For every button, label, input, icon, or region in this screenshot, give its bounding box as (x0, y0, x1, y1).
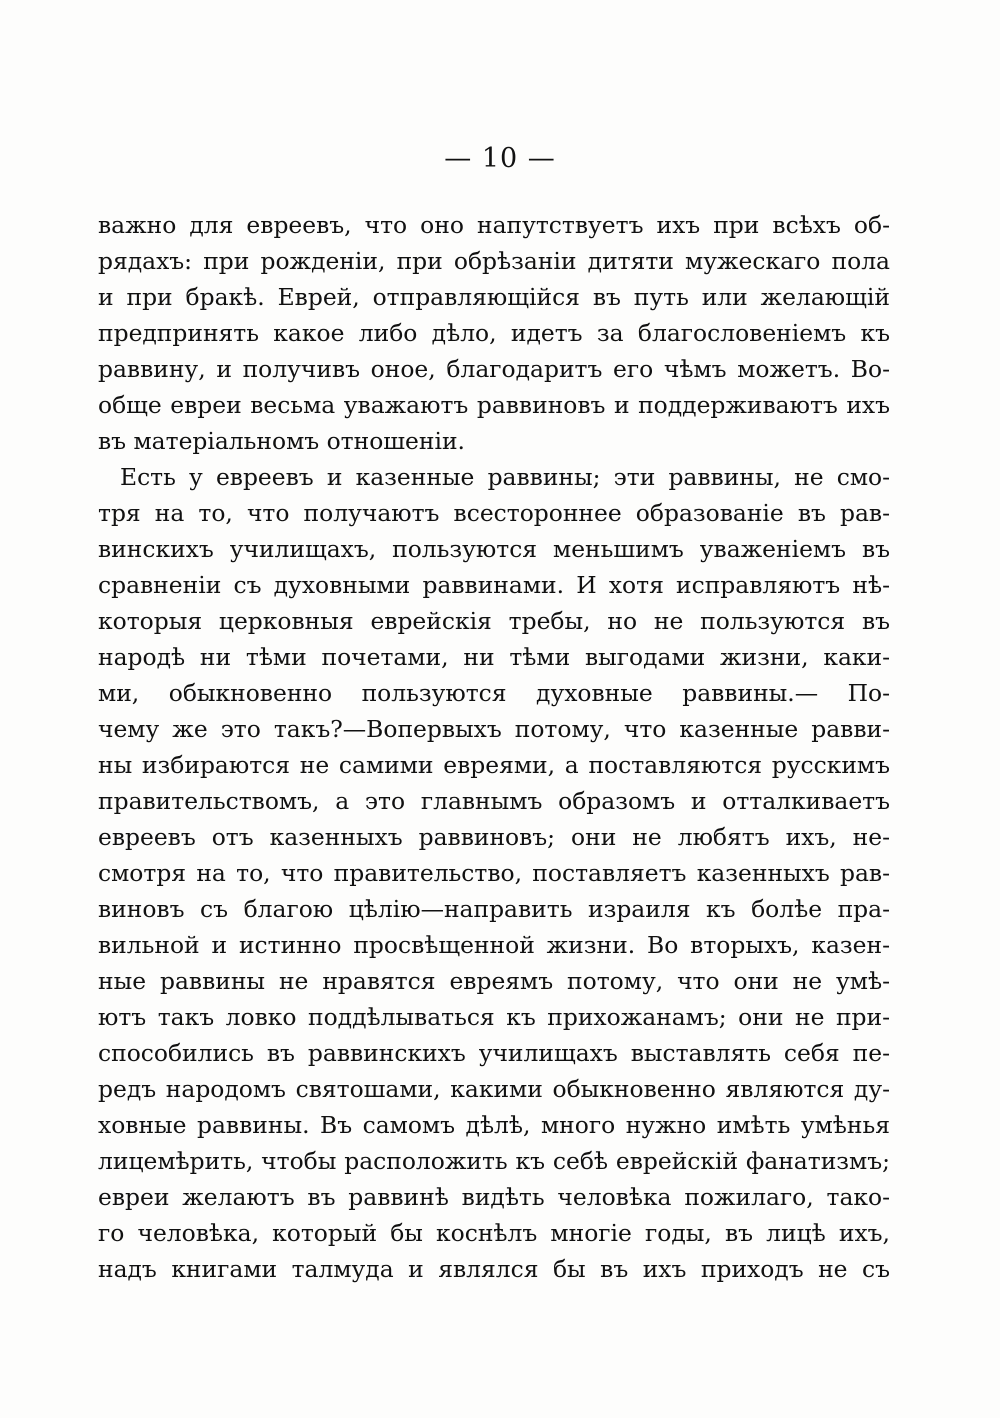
text-line: чему же это такъ?—Вопервыхъ потому, что казенные равви- (98, 715, 890, 743)
text-line: народѣ ни тѣми почетами, ни тѣми выгодами жизни, каки- (98, 643, 890, 671)
text-line: винскихъ училищахъ, пользуются меньшимъ уваженіемъ въ (98, 535, 890, 563)
text-line: евреи желаютъ въ раввинѣ видѣть человѣка пожилаго, тако- (98, 1183, 890, 1211)
text-line: въ матеріальномъ отношеніи. (98, 427, 465, 455)
paragraph-2 (98, 459, 890, 1287)
text-line: евреевъ отъ казенныхъ раввиновъ; они не любятъ ихъ, не- (98, 823, 890, 851)
text-line: важно для евреевъ, что оно напутствуетъ ихъ при всѣхъ об- (98, 211, 890, 239)
text-line: предпринять какое либо дѣло, идетъ за благословеніемъ къ (98, 319, 890, 347)
text-line: сравненіи съ духовными раввинами. И хотя исправляютъ нѣ- (98, 571, 890, 599)
text-line: Есть у евреевъ и казенные раввины; эти раввины, не смо- (120, 463, 890, 491)
text-line: ми, обыкновенно пользуются духовные раввины.— По- (98, 679, 890, 707)
text-line: редъ народомъ святошами, какими обыкновенно являются ду- (98, 1075, 890, 1103)
text-line: надъ книгами талмуда и являлся бы въ ихъ приходъ не съ (98, 1255, 890, 1283)
text-line: которыя церковныя еврейскія требы, но не пользуются въ (98, 607, 890, 635)
text-line: лицемѣрить, чтобы расположить къ себѣ еврейскій фанатизмъ; (98, 1147, 890, 1175)
text-line: вильной и истинно просвѣщенной жизни. Во вторыхъ, казен- (98, 931, 890, 959)
page-number: — 10 — (444, 143, 556, 174)
text-line: ные раввины не нравятся евреямъ потому, что они не умѣ- (98, 967, 890, 995)
text-line: смотря на то, что правительство, поставляетъ казенныхъ рав- (98, 859, 890, 887)
text-line: обще евреи весьма уважаютъ раввиновъ и поддерживаютъ ихъ (98, 391, 890, 419)
text-line: го человѣка, который бы коснѣлъ многіе годы, въ лицѣ ихъ, (98, 1219, 890, 1247)
text-line: способились въ раввинскихъ училищахъ выставлять себя пе- (98, 1039, 890, 1067)
text-line: виновъ съ благою цѣлію—направить израиля къ болѣе пра- (98, 895, 890, 923)
text-line: ны избираются не самими евреями, а поставляются русскимъ (98, 751, 890, 779)
text-line: ютъ такъ ловко поддѣлываться къ прихожанамъ; они не при- (98, 1003, 890, 1031)
text-line: ховные раввины. Въ самомъ дѣлѣ, много нужно имѣть умѣнья (98, 1111, 890, 1139)
text-line: рядахъ: при рожденіи, при обрѣзаніи дитяти мужескаго пола (98, 247, 890, 275)
text-line: тря на то, что получаютъ всестороннее образованіе въ рав- (98, 499, 890, 527)
text-line: и при бракѣ. Еврей, отправляющійся въ путь или желающій (98, 283, 890, 311)
text-line: правительствомъ, а это главнымъ образомъ и отталкиваетъ (98, 787, 890, 815)
text-line: раввину, и получивъ оное, благодаритъ его чѣмъ можетъ. Во- (98, 355, 890, 383)
paragraph-1 (98, 207, 890, 459)
